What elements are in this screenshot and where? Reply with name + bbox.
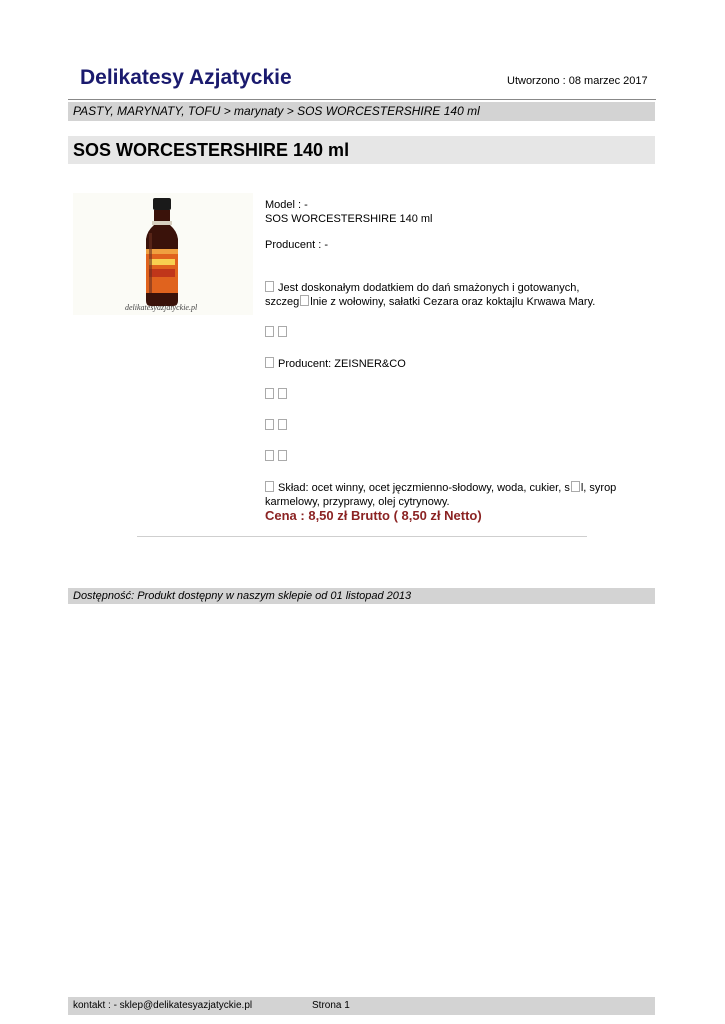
header-divider [68,99,656,100]
product-info [265,198,625,523]
glyph-line [265,419,625,433]
image-watermark: delikatesyazjatyckie.pl [125,303,198,312]
missing-glyph-icon [265,326,274,337]
ingredients-line-2: karmelowy, przyprawy, olej cytrynowy. [265,496,450,508]
availability-bar: Dostępność: Produkt dostępny w naszym sklepie od 01 listopad 2013 [68,588,655,604]
missing-glyph-icon [265,419,274,430]
product-image [73,193,253,315]
product-name: SOS WORCESTERSHIRE 140 ml [265,213,433,225]
missing-glyph-icon [265,388,274,399]
description-line-1: Jest doskonałym dodatkiem do dań smażonych i gotowanych, [265,281,625,295]
missing-glyph-icon [265,281,274,292]
glyph-line [265,450,625,464]
store-name: Delikatesy Azjatyckie [80,66,292,89]
missing-glyph-icon [278,326,287,337]
breadcrumb: PASTY, MARYNATY, TOFU > marynaty > SOS WORCESTERSHIRE 140 ml [68,102,655,121]
missing-glyph-icon [278,419,287,430]
footer [68,997,655,1015]
missing-glyph-icon [278,388,287,399]
missing-glyph-icon [265,481,274,492]
footer-contact: kontakt : - sklep@delikatesyazjatyckie.pl [73,1000,253,1011]
page-number: Strona 1 [312,1000,350,1011]
content-divider [137,536,587,537]
description-line-2: szczeg lnie z wołowiny, sałatki Cezara oraz koktajlu Krwawa Mary. [265,296,596,308]
missing-glyph-icon [265,450,274,461]
missing-glyph-icon [278,450,287,461]
missing-glyph-icon [300,295,309,306]
missing-glyph-icon [265,357,274,368]
product-title: SOS WORCESTERSHIRE 140 ml [68,136,655,164]
model-line: Model : - [265,199,308,211]
ingredients-line-1: Skład: ocet winny, ocet jęczmienno-słodowy, woda, cukier, s l, syrop [265,481,625,495]
missing-glyph-icon [571,481,580,492]
producer-detail: Producent: ZEISNER&CO [265,357,625,371]
glyph-line [265,388,625,402]
created-date: Utworzono : 08 marzec 2017 [507,75,648,87]
producer-line: Producent : - [265,239,328,251]
price: Cena : 8,50 zł Brutto ( 8,50 zł Netto) [265,508,482,523]
glyph-line [265,326,625,340]
